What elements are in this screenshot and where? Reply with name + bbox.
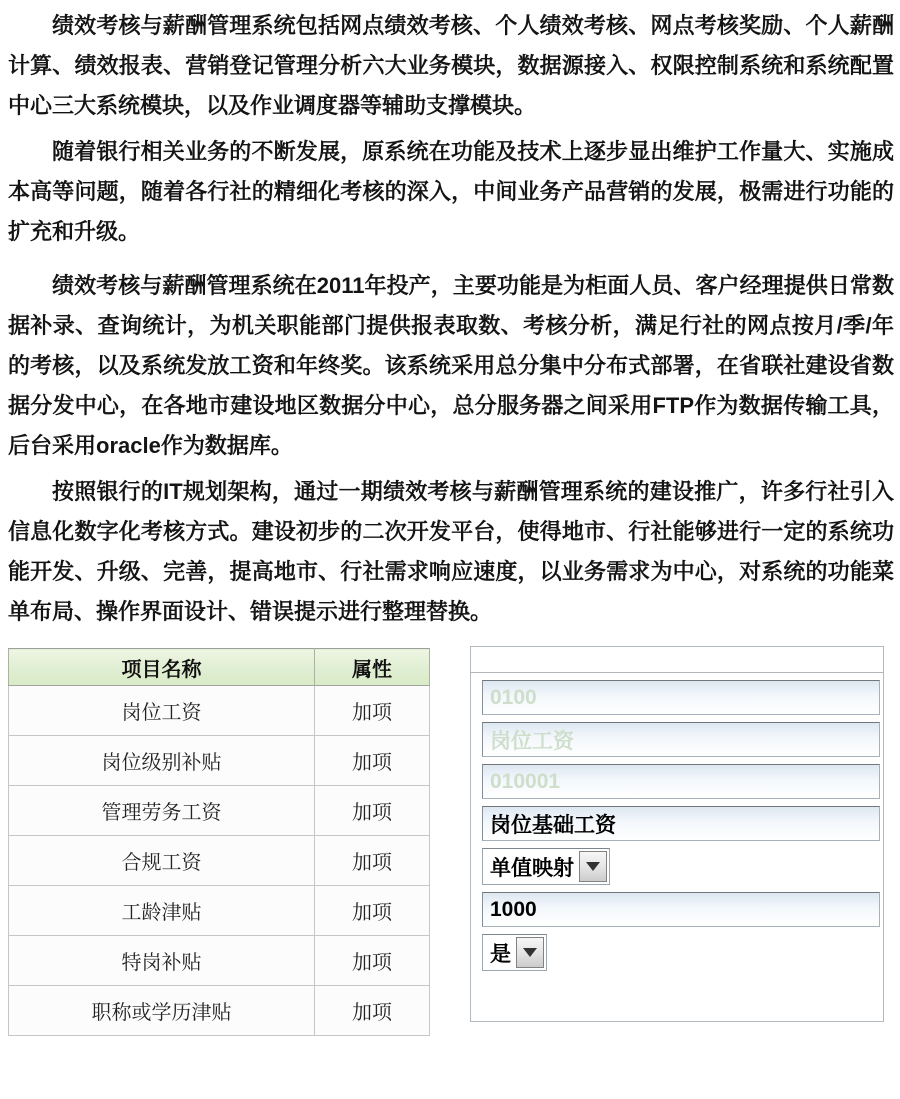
item-attr-cell: 加项 [315,886,430,936]
item-name-cell: 岗位级别补贴 [9,736,315,786]
item-name-cell: 工龄津贴 [9,886,315,936]
mapping-type-value: 单值映射 [490,856,574,880]
column-header-name: 项目名称 [9,649,315,686]
item-name-cell: 管理劳务工资 [9,786,315,836]
item-code-field [482,764,880,799]
paragraph: 绩效考核与薪酬管理系统包括网点绩效考核、个人绩效考核、网点考核奖励、个人薪酬计算、绩效报表、营销登记管理分析六大业务模块，数据源接入、权限控制系统和系统配置中心三大系统模块，以及作业调度器等辅助支撑模块。 [8,13,894,118]
table-row [9,686,430,736]
paragraph: 绩效考核与薪酬管理系统在2011年投产，主要功能是为柜面人员、客户经理提供日常数据补录、查询统计，为机关职能部门提供报表取数、考核分析，满足行社的网点按月/季/年的考核，以及系统发放工资和年终奖。该系统采用总分集中分布式部署，在省联社建设省数据分发中心，在各地市建设地区数据分中心，总分服务器之间采用FTP作为数据传输工具，后台采用oracle作为数据库。 [8,273,894,458]
chevron-down-icon[interactable] [579,851,607,882]
chevron-down-icon[interactable] [516,937,544,968]
table-header-row [9,649,430,686]
table-row [9,936,430,986]
enabled-flag-value: 是 [490,942,511,966]
paragraph: 随着银行相关业务的不断发展，原系统在功能及技术上逐步显出维护工作量大、实施成本高等问题，随着各行社的精细化考核的深入，中间业务产品营销的发展，极需进行功能的扩充和升级。 [8,139,894,244]
item-attr-cell: 加项 [315,736,430,786]
item-attr-cell: 加项 [315,936,430,986]
form-header-strip [471,647,883,673]
salary-items-table [8,648,430,1036]
document-body [8,6,894,638]
table-row [9,736,430,786]
table-row [9,836,430,886]
category-name-field [482,722,880,757]
item-attr-cell: 加项 [315,786,430,836]
item-name-field[interactable] [482,806,880,841]
mapping-type-select[interactable] [482,848,610,885]
enabled-flag-select[interactable] [482,934,547,971]
table-row [9,786,430,836]
amount-field[interactable] [482,892,880,927]
paragraph: 按照银行的IT规划架构，通过一期绩效考核与薪酬管理系统的建设推广，许多行社引入信息化数字化考核方式。建设初步的二次开发平台，使得地市、行社能够进行一定的系统功能开发、升级、完善，提高地市、行社需求响应速度，以业务需求为中心，对系统的功能菜单布局、操作界面设计、错误提示进行整理替换。 [8,479,894,624]
item-name-cell: 职称或学历津贴 [9,986,315,1036]
item-attr-cell: 加项 [315,686,430,736]
item-name-cell: 岗位工资 [9,686,315,736]
item-attr-cell: 加项 [315,986,430,1036]
item-name-cell: 合规工资 [9,836,315,886]
item-config-form [470,646,884,1022]
item-attr-cell: 加项 [315,836,430,886]
table-row [9,986,430,1036]
category-code-field [482,680,880,715]
item-name-cell: 特岗补贴 [9,936,315,986]
column-header-attr: 属性 [315,649,430,686]
table-row [9,886,430,936]
